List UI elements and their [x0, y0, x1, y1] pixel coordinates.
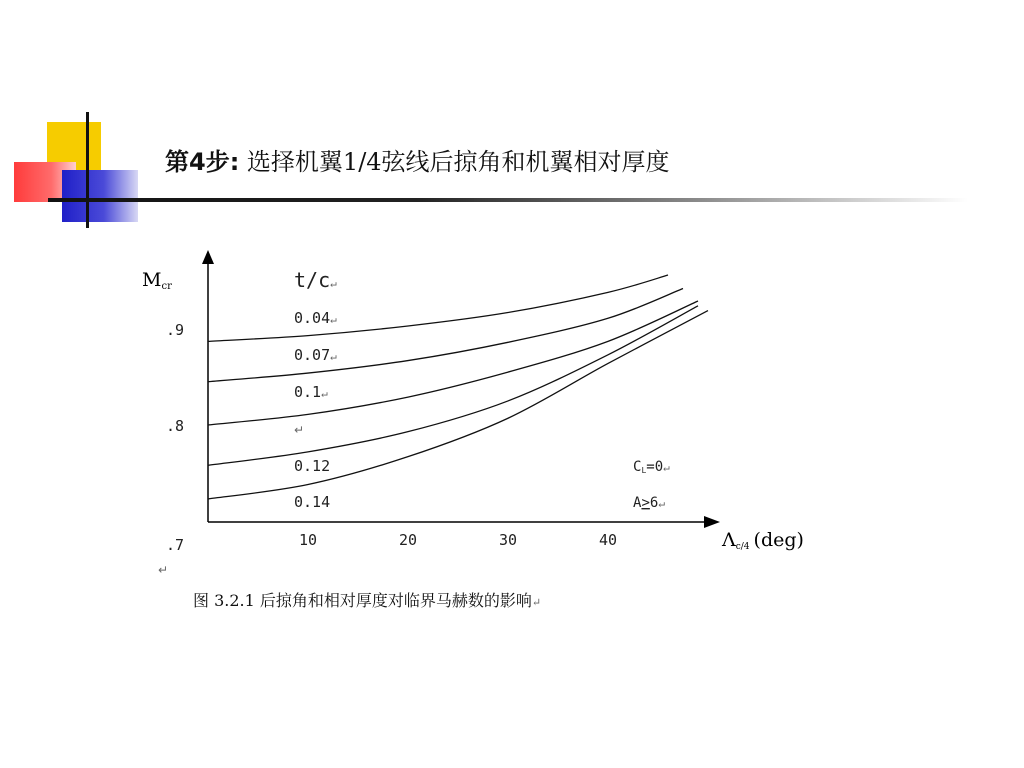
- legend-title: t/c↵: [294, 268, 337, 292]
- y-tick-label: .9: [166, 320, 185, 339]
- x-axis-label: Λc/4 (deg): [722, 529, 804, 552]
- series-line-0-04: [208, 275, 668, 341]
- series-line-0-1: [208, 301, 698, 425]
- legend-empty-line-mark: ↵: [294, 423, 305, 437]
- title-step: 第4步:: [165, 148, 240, 176]
- legend: [294, 268, 337, 511]
- x-tick-label: 30: [498, 531, 518, 549]
- series-label-0-14: 0.14: [294, 493, 331, 511]
- series-label-0-1: 0.1↵: [294, 383, 328, 401]
- annotation-aspect-ratio: A>6↵: [633, 495, 665, 511]
- y-axis-label: Mcr: [142, 269, 172, 292]
- figure-caption: 图 3.2.1 后掠角和相对厚度对临界马赫数的影响↵: [193, 591, 542, 610]
- y-tick-label: .8: [166, 416, 185, 435]
- y-axis-arrow: [202, 250, 214, 264]
- title-text: 选择机翼1/4弦线后掠角和机翼相对厚度: [239, 148, 670, 176]
- series-line-0-07: [208, 289, 683, 382]
- series-label-0-04: 0.04↵: [294, 309, 337, 327]
- chart-axes: [202, 250, 720, 528]
- x-tick-labels: [299, 531, 617, 549]
- series-label-0-07: 0.07↵: [294, 346, 337, 364]
- series-label-0-12: 0.12: [294, 457, 331, 475]
- x-tick-label: 20: [398, 531, 418, 549]
- x-tick-label: 10: [298, 531, 318, 549]
- x-tick-label: 40: [598, 531, 618, 549]
- y-tick-label: .7: [166, 536, 185, 554]
- x-axis-arrow: [704, 516, 720, 528]
- paragraph-mark: ↵: [158, 563, 169, 577]
- annotation-cl: CL=0↵: [633, 459, 670, 475]
- y-tick-labels: [166, 321, 184, 554]
